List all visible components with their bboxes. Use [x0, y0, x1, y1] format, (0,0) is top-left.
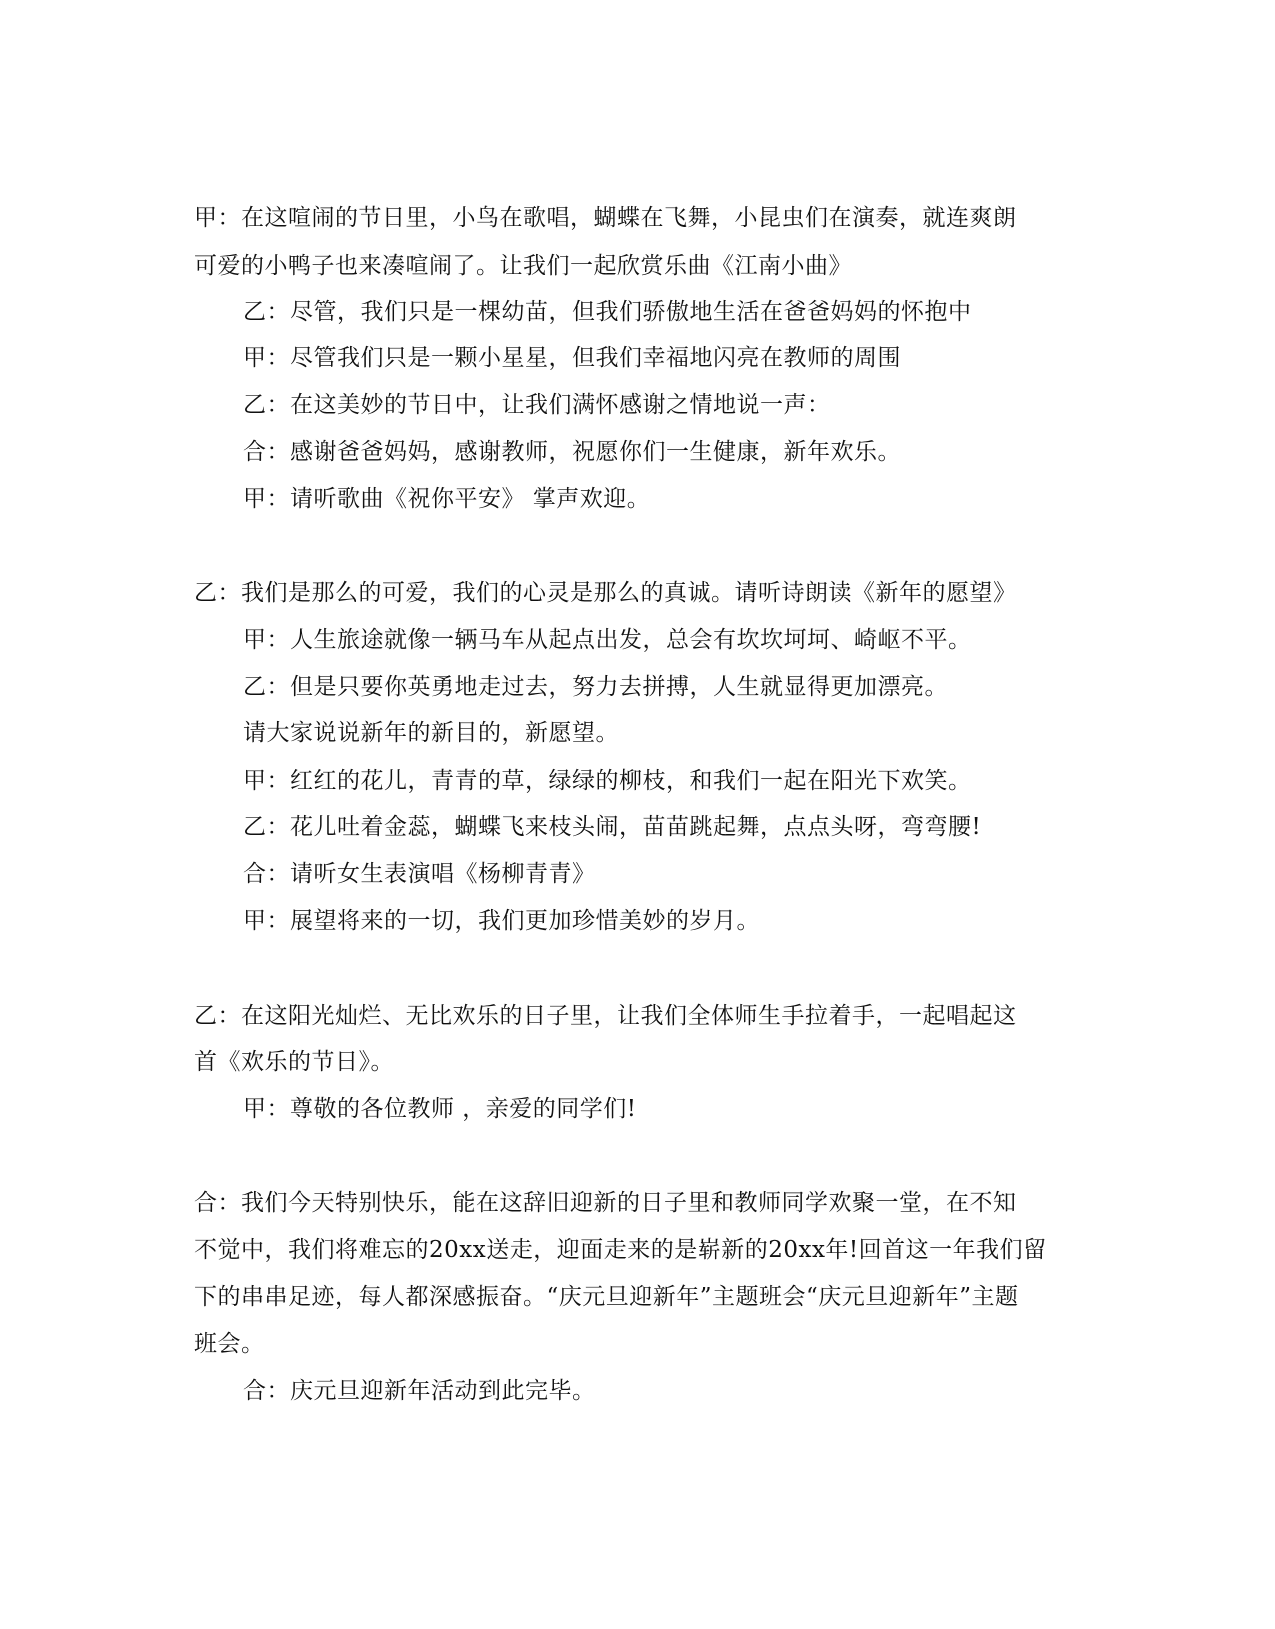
- text-line: 可爱的小鸭子也来凑喧闹了。让我们一起欣赏乐曲《江南小曲》: [194, 253, 852, 279]
- text-line: 甲：尊敬的各位教师 ，亲爱的同学们!: [243, 1096, 637, 1122]
- text-line: 甲：在这喧闹的节日里，小鸟在歌唱，蝴蝶在飞舞，小昆虫们在演奏，就连爽朗: [194, 205, 1017, 231]
- text-line: 首《欢乐的节日》。: [194, 1049, 394, 1075]
- text-line: 甲：红红的花儿，青青的草，绿绿的柳枝，和我们一起在阳光下欢笑。: [243, 768, 972, 794]
- text-line: 乙：但是只要你英勇地走过去，努力去拼搏，人生就显得更加漂亮。: [243, 674, 948, 700]
- text-line: 甲：尽管我们只是一颗小星星，但我们幸福地闪亮在教师的周围: [243, 345, 901, 371]
- text-line: 甲：展望将来的一切，我们更加珍惜美妙的岁月。: [243, 908, 760, 934]
- text-line: 不觉中，我们将难忘的20xx送走，迎面走来的是崭新的20xx年!回首这一年我们留: [194, 1237, 1047, 1263]
- text-line: 合：请听女生表演唱《杨柳青青》: [243, 861, 596, 887]
- text-line: 甲：人生旅途就像一辆马车从起点出发，总会有坎坎坷坷、崎岖不平。: [243, 627, 972, 653]
- text-line: 下的串串足迹，每人都深感振奋。“庆元旦迎新年”主题班会“庆元旦迎新年”主题: [194, 1284, 1019, 1310]
- text-line: 乙：在这阳光灿烂、无比欢乐的日子里，让我们全体师生手拉着手，一起唱起这: [194, 1003, 1017, 1029]
- text-line: 合：感谢爸爸妈妈，感谢教师，祝愿你们一生健康，新年欢乐。: [243, 439, 901, 465]
- text-line: 请大家说说新年的新目的，新愿望。: [243, 720, 619, 746]
- text-line: 乙：我们是那么的可爱，我们的心灵是那么的真诚。请听诗朗读《新年的愿望》: [194, 580, 1017, 606]
- text-line: 合：我们今天特别快乐，能在这辞旧迎新的日子里和教师同学欢聚一堂，在不知: [194, 1190, 1017, 1216]
- text-line: 甲：请听歌曲《祝你平安》 掌声欢迎。: [243, 486, 651, 512]
- text-line: 班会。: [194, 1331, 265, 1357]
- text-line: 乙：尽管，我们只是一棵幼苗，但我们骄傲地生活在爸爸妈妈的怀抱中: [243, 299, 972, 325]
- text-line: 合：庆元旦迎新年活动到此完毕。: [243, 1378, 596, 1404]
- text-line: 乙：在这美妙的节日中，让我们满怀感谢之情地说一声：: [243, 392, 831, 418]
- text-line: 乙：花儿吐着金蕊，蝴蝶飞来枝头闹，苗苗跳起舞，点点头呀，弯弯腰!: [243, 814, 982, 840]
